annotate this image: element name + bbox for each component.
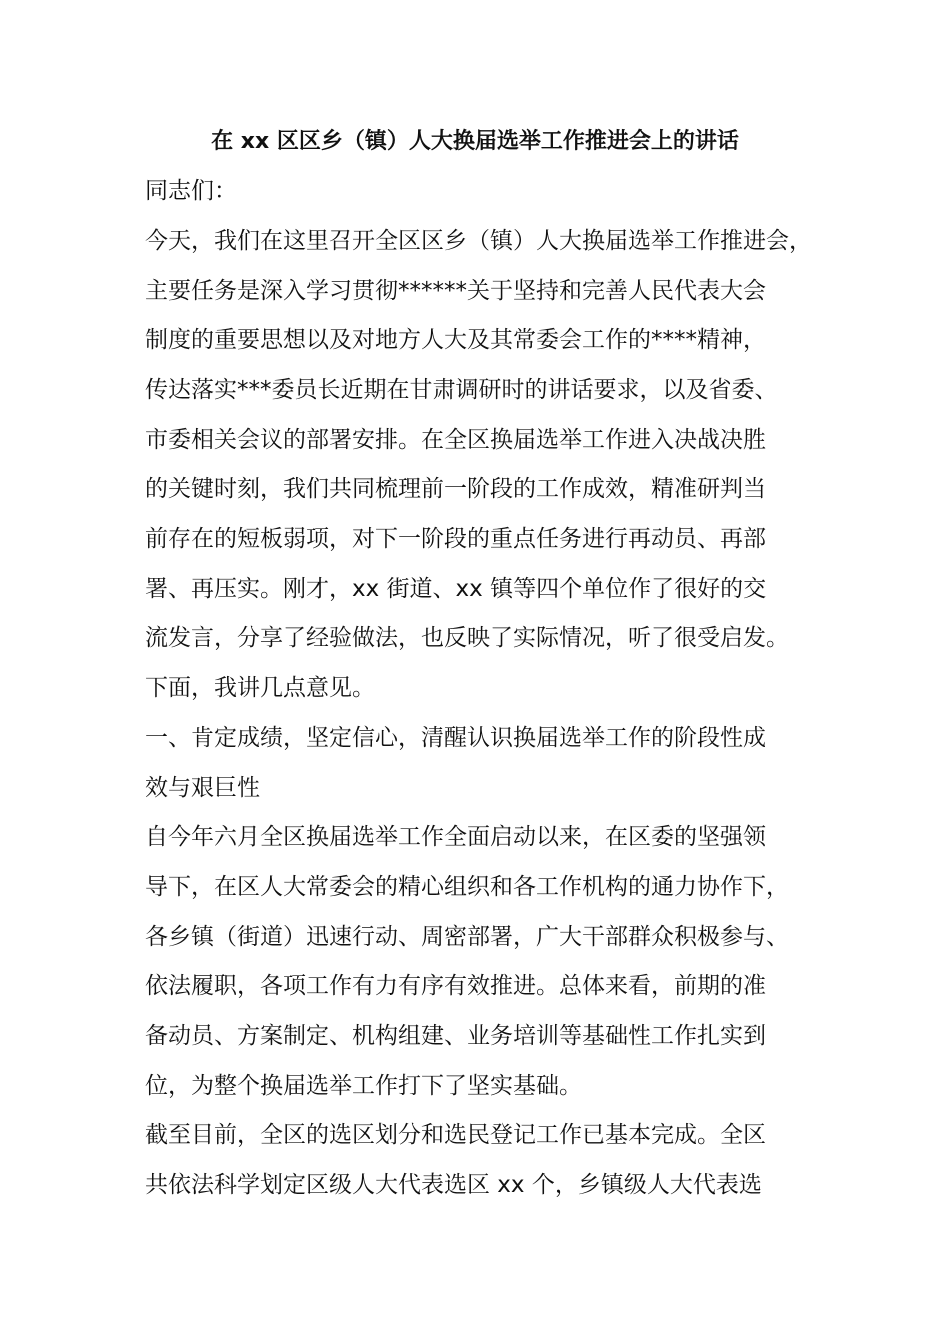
text-line: 主要任务是深入学习贯彻******关于坚持和完善人民代表大会 — [145, 278, 766, 304]
text-line: 制度的重要思想以及对地方人大及其常委会工作的****精神， — [145, 327, 766, 353]
text-line: 今天，我们在这里召开全区区乡（镇）人大换届选举工作推进会， — [145, 228, 812, 254]
section-heading-line: 一、肯定成绩，坚定信心，清醒认识换届选举工作的阶段性成 — [145, 725, 766, 751]
section-heading-line: 效与艰巨性 — [145, 775, 260, 801]
text-line: 导下，在区人大常委会的精心组织和各工作机构的通力协作下， — [145, 874, 789, 900]
document-title: 在 xx 区区乡（镇）人大换届选举工作推进会上的讲话 — [211, 129, 739, 154]
text-line: 流发言，分享了经验做法，也反映了实际情况，听了很受启发。 — [145, 625, 789, 651]
text-line: 各乡镇（街道）迅速行动、周密部署，广大干部群众积极参与、 — [145, 924, 789, 950]
text-line: 截至目前，全区的选区划分和选民登记工作已基本完成。全区 — [145, 1122, 766, 1148]
text-line: 备动员、方案制定、机构组建、业务培训等基础性工作扎实到 — [145, 1023, 766, 1049]
text-line: 下面，我讲几点意见。 — [145, 675, 375, 701]
text-line: 依法履职，各项工作有力有序有效推进。总体来看，前期的准 — [145, 973, 766, 999]
text-line: 位，为整个换届选举工作打下了坚实基础。 — [145, 1073, 582, 1099]
text-line: 市委相关会议的部署安排。在全区换届选举工作进入决战决胜 — [145, 427, 766, 453]
text-line: 前存在的短板弱项，对下一阶段的重点任务进行再动员、再部 — [145, 526, 766, 552]
text-line: 署、再压实。刚才，xx 街道、xx 镇等四个单位作了很好的交 — [145, 576, 767, 602]
text-line: 自今年六月全区换届选举工作全面启动以来，在区委的坚强领 — [145, 824, 766, 850]
text-line: 同志们： — [145, 178, 237, 204]
text-line: 传达落实***委员长近期在甘肃调研时的讲话要求，以及省委、 — [145, 377, 778, 403]
text-line: 的关键时刻，我们共同梳理前一阶段的工作成效，精准研判当 — [145, 476, 766, 502]
text-line: 共依法科学划定区级人大代表选区 xx 个，乡镇级人大代表选 — [145, 1172, 762, 1198]
